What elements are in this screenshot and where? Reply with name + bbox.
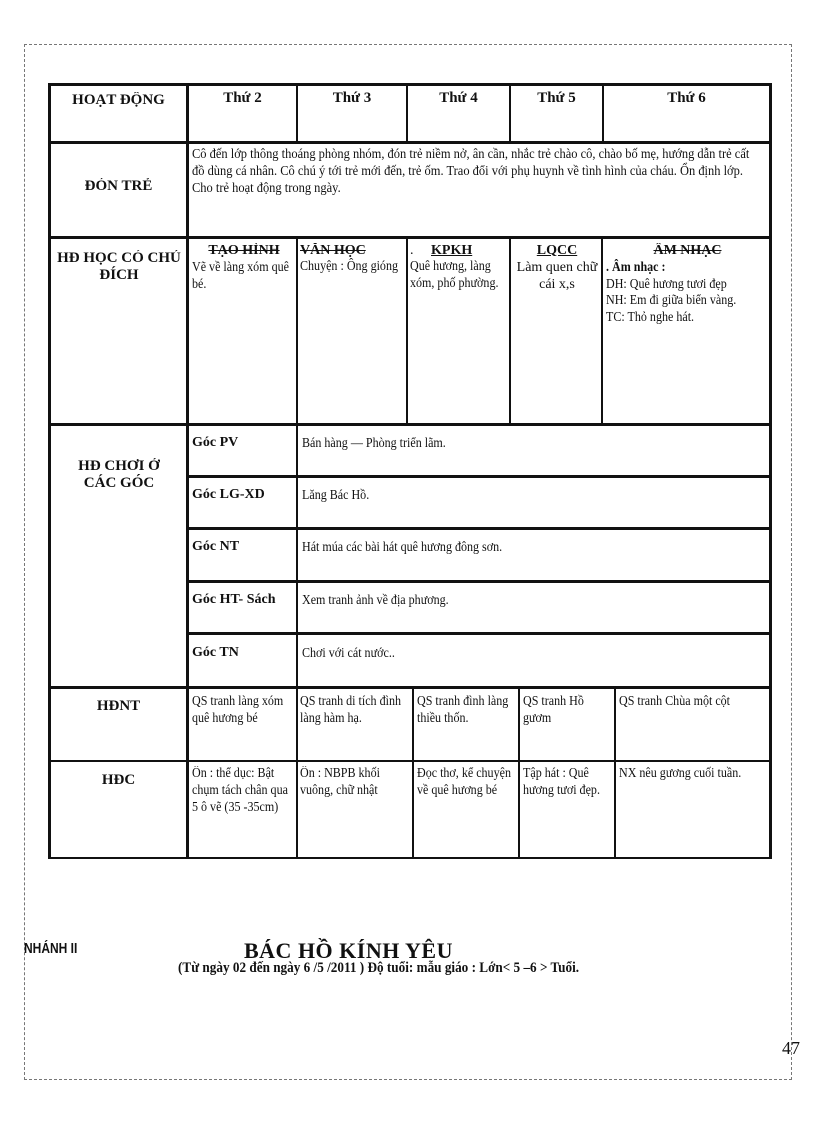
outdoor-fri: QS tranh Chùa một cột [619, 694, 731, 709]
header-activity: HOẠT ĐỘNG [72, 92, 165, 108]
afternoon-label: HĐC [101, 772, 136, 788]
corner-name-pv: Góc PV [192, 435, 239, 450]
afternoon-thu: Tập hát : Quê hương tươi đẹp. [523, 766, 600, 798]
fri-subject-sub: . Âm nhạc : [606, 259, 666, 275]
outdoor-wed: QS tranh đình làng thiều thốn. [417, 694, 509, 726]
page-number: 47 [782, 1038, 800, 1058]
theme-title: BÁC HỒ KÍNH YÊU [244, 938, 453, 963]
corner-name-tn: Góc TN [192, 645, 239, 660]
theme-subtitle: (Từ ngày 02 đến ngày 6 /5 /2011 ) Độ tuổi: mẫu giáo : Lớn< 5 –6 > Tuổi. [178, 960, 580, 976]
welcome-text: Cô đến lớp thông thoáng phòng nhóm, đón trẻ niềm nở, ân cần, nhắc trẻ chào cô, chào bố mẹ, hướng dẫn trẻ cất đồ dùng cá nhân. Cô chú ý tới trẻ mới đến, trẻ ốm. Trao đổi với phụ huynh về tình hình của cháu. Ổn định lớp. Cho trẻ hoạt động trong ngày. [192, 147, 750, 196]
thu-subject-text: Làm quen chữ cái x,s [516, 259, 598, 292]
wed-dot: . [410, 243, 414, 258]
outdoor-label: HĐNT [96, 698, 141, 714]
corner-text-nt: Hát múa các bài hát quê hương đông sơn. [302, 540, 503, 555]
header-day-mon: Thứ 2 [223, 90, 262, 106]
fri-line-1: DH: Quê hương tươi đẹp [606, 276, 727, 292]
afternoon-wed: Đọc thơ, kể chuyện về quê hương bé [417, 766, 511, 798]
corner-text-pv: Bán hàng — Phòng triển lãm. [302, 436, 446, 451]
corner-text-htsach: Xem tranh ảnh về địa phương. [302, 593, 449, 608]
purposeful-label: HĐ HỌC CÓ CHỦ ĐÍCH [57, 250, 181, 284]
tue-subject-text: Chuyện : Ông gióng [300, 259, 398, 274]
outdoor-tue: QS tranh di tích đình làng hàm hạ. [300, 694, 401, 726]
corner-text-tn: Chơi với cát nước.. [302, 646, 395, 661]
welcome-label: ĐÓN TRẺ [84, 178, 153, 194]
header-day-fri: Thứ 6 [667, 90, 706, 106]
corner-name-lgxd: Góc LG-XD [192, 487, 265, 502]
afternoon-tue: Ôn : NBPB khối vuông, chữ nhật [300, 766, 380, 798]
fri-subject-title: ÂM NHẠC [653, 243, 722, 258]
afternoon-mon: Ôn : thể dục: Bật chụm tách chân qua 5 ô vẽ (35 -35cm) [192, 766, 288, 815]
wed-subject-text: Quê hương, làng xóm, phố phường. [410, 259, 499, 291]
mon-subject-title: TẠO HÌNH [208, 243, 280, 258]
fri-line-2: NH: Em đi giữa biển vàng. [606, 293, 737, 309]
thu-subject-title: LQCC [536, 243, 578, 258]
header-day-wed: Thứ 4 [439, 90, 478, 106]
mon-subject-text: Vẽ về làng xóm quê bé. [192, 259, 289, 292]
tue-subject-title: VĂN HỌC [300, 243, 366, 258]
header-day-thu: Thứ 5 [537, 90, 576, 106]
afternoon-fri: NX nêu gương cuối tuần. [619, 766, 742, 781]
header-day-tue: Thứ 3 [332, 90, 372, 106]
outdoor-thu: QS tranh Hồ gươm [523, 694, 584, 726]
corners-label: HĐ CHƠI Ở CÁC GÓC [78, 458, 160, 492]
branch-label: NHÁNH II [24, 940, 78, 957]
corner-name-htsach: Góc HT- Sách [192, 592, 276, 607]
wed-subject-title: KPKH [431, 243, 473, 258]
fri-line-3: TC: Thỏ nghe hát. [606, 310, 695, 326]
outdoor-mon: QS tranh làng xóm quê hương bé [192, 694, 284, 726]
corner-name-nt: Góc NT [192, 539, 240, 554]
corner-text-lgxd: Lăng Bác Hồ. [302, 488, 370, 503]
